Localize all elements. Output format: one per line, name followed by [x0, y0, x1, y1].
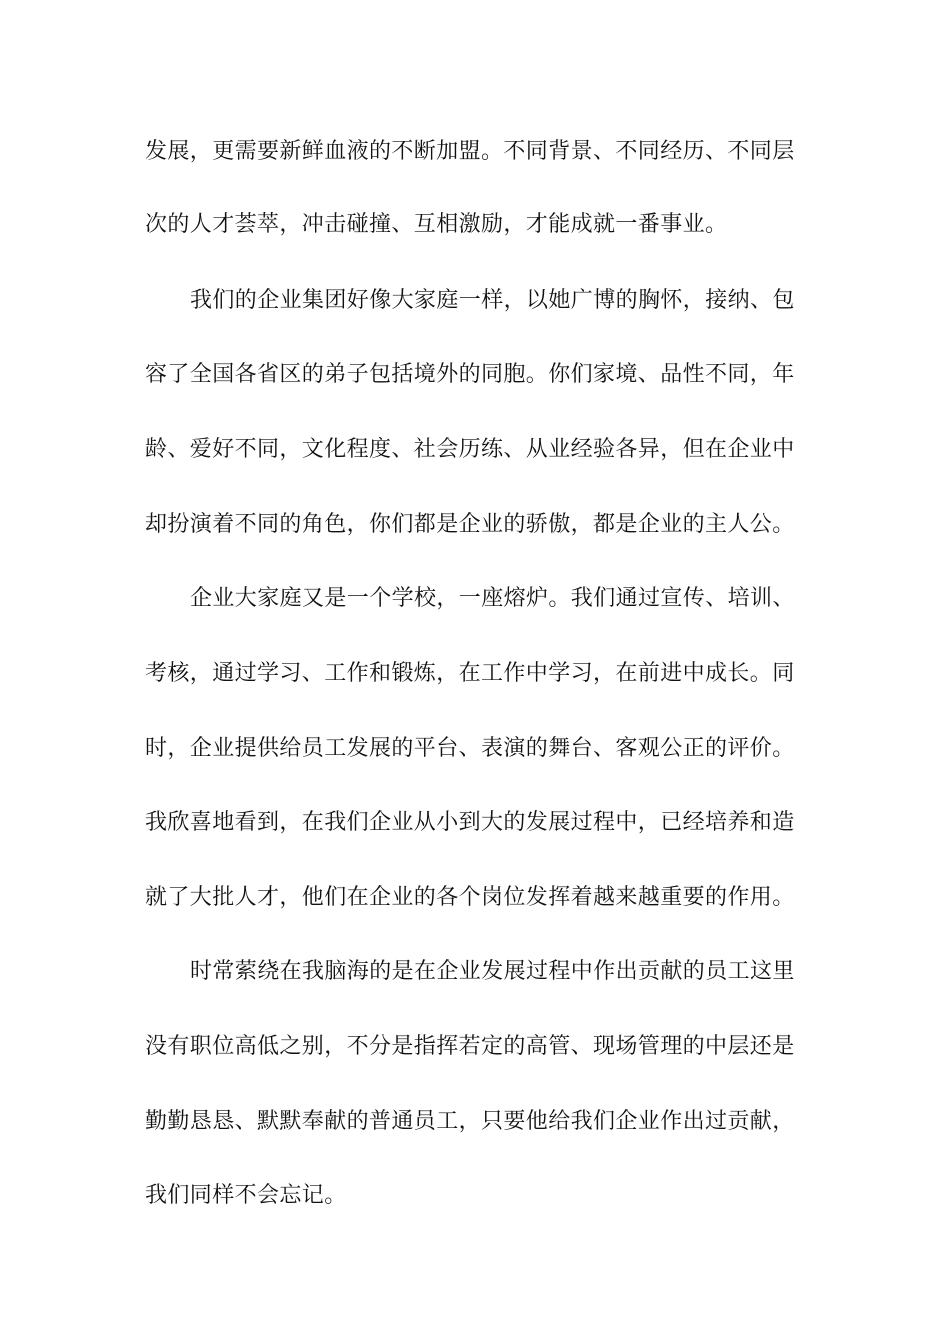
- paragraph-start-line: 我们的企业集团好像大家庭一样，以她广博的胸怀，接纳、包: [190, 288, 795, 313]
- text-line: 勤勤恳恳、默默奉献的普通员工，只要他给我们企业作出过贡献，: [145, 1109, 795, 1134]
- paragraph-start-line: 时常萦绕在我脑海的是在企业发展过程中作出贡献的员工这里: [190, 959, 795, 984]
- text-line: 次的人才荟萃，冲击碰撞、互相激励，才能成就一番事业。: [145, 212, 728, 237]
- text-line: 没有职位高低之别，不分是指挥若定的高管、现场管理的中层还是: [145, 1034, 795, 1059]
- paragraph-start-line: 企业大家庭又是一个学校，一座熔炉。我们通过宣传、培训、: [190, 586, 795, 611]
- text-line: 龄、爱好不同，文化程度、社会历练、从业经验各异，但在企业中: [145, 437, 795, 462]
- text-line: 我欣喜地看到，在我们企业从小到大的发展过程中，已经培养和造: [145, 810, 795, 835]
- text-line: 发展，更需要新鲜血液的不断加盟。不同背景、不同经历、不同层: [145, 139, 795, 164]
- text-line: 容了全国各省区的弟子包括境外的同胞。你们家境、品性不同，年: [145, 362, 795, 387]
- text-line: 我们同样不会忘记。: [145, 1183, 347, 1208]
- text-line: 考核，通过学习、工作和锻炼，在工作中学习，在前进中成长。同: [145, 661, 795, 686]
- text-line: 却扮演着不同的角色，你们都是企业的骄傲，都是企业的主人公。: [145, 512, 795, 537]
- text-line: 就了大批人才，他们在企业的各个岗位发挥着越来越重要的作用。: [145, 885, 795, 910]
- text-line: 时，企业提供给员工发展的平台、表演的舞台、客观公正的评价。: [145, 736, 795, 761]
